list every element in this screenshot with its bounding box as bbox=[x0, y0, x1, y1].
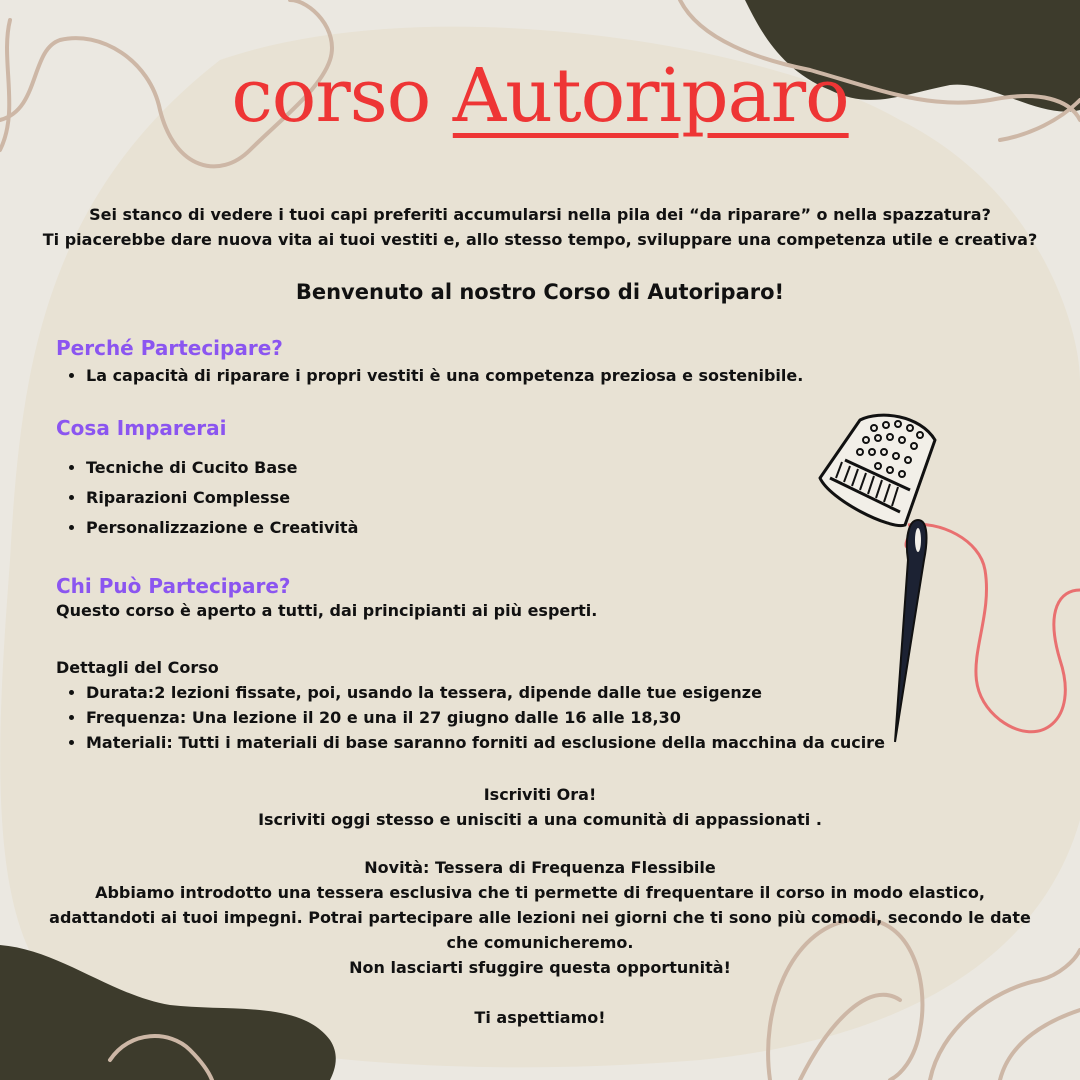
list-item: • La capacità di riparare i propri vestiti è una competenza preziosa e sostenibile. bbox=[86, 363, 803, 388]
details-heading: Dettagli del Corso bbox=[56, 658, 219, 677]
section-novita bbox=[40, 855, 1040, 1030]
novita-heading: Novità: Tessera di Frequenza Flessibile bbox=[364, 858, 716, 877]
section-signup bbox=[40, 782, 1040, 832]
section-details bbox=[56, 655, 885, 755]
section-who bbox=[56, 574, 597, 623]
section-heading-why: Perché Partecipare? bbox=[56, 336, 283, 360]
intro-line: Sei stanco di vedere i tuoi capi preferiti accumularsi nella pila dei “da riparare” o nella spazzatura? bbox=[89, 205, 991, 224]
intro-line: Ti piacerebbe dare nuova vita ai tuoi vestiti e, allo stesso tempo, sviluppare una competenza utile e creativa? bbox=[42, 230, 1038, 249]
section-learn bbox=[56, 416, 358, 545]
list-item: • Tecniche di Cucito Base bbox=[86, 455, 358, 480]
closing-text: Ti aspettiamo! bbox=[474, 1008, 606, 1027]
list-item: • Durata:2 lezioni fissate, poi, usando la tessera, dipende dalle tue esigenze bbox=[86, 680, 885, 705]
signup-text: Iscriviti oggi stesso e unisciti a una comunità di appassionati . bbox=[258, 810, 822, 829]
list-item: • Frequenza: Una lezione il 20 e una il 27 giugno dalle 16 alle 18,30 bbox=[86, 705, 885, 730]
section-heading-learn: Cosa Imparerai bbox=[56, 416, 227, 440]
list-item: • Riparazioni Complesse bbox=[86, 485, 358, 510]
novita-cta: Non lasciarti sfuggire questa opportunità! bbox=[349, 958, 731, 977]
why-list bbox=[56, 363, 803, 388]
list-item: • Personalizzazione e Creatività bbox=[86, 515, 358, 540]
signup-heading: Iscriviti Ora! bbox=[483, 785, 597, 804]
who-text: Questo corso è aperto a tutti, dai principianti ai più esperti. bbox=[56, 601, 598, 620]
title-word-autoriparo: Autoriparo bbox=[452, 53, 849, 139]
page-title bbox=[0, 52, 1080, 141]
section-why bbox=[56, 336, 803, 388]
novita-text: Abbiamo introdotto una tessera esclusiva che ti permette di frequentare il corso in modo elastico, adattandoti ai tuoi impegni. Potrai partecipare alle lezioni nei giorni che ti sono più comodi, secondo le date che comunicheremo. bbox=[49, 883, 1031, 952]
learn-list bbox=[56, 455, 358, 540]
details-list bbox=[56, 680, 885, 755]
welcome-heading: Benvenuto al nostro Corso di Autoriparo! bbox=[295, 280, 785, 304]
intro-text bbox=[40, 202, 1040, 252]
title-word-corso: corso bbox=[231, 53, 431, 139]
list-item: • Materiali: Tutti i materiali di base saranno forniti ad esclusione della macchina da cucire bbox=[86, 730, 885, 755]
section-heading-who: Chi Può Partecipare? bbox=[56, 574, 291, 598]
